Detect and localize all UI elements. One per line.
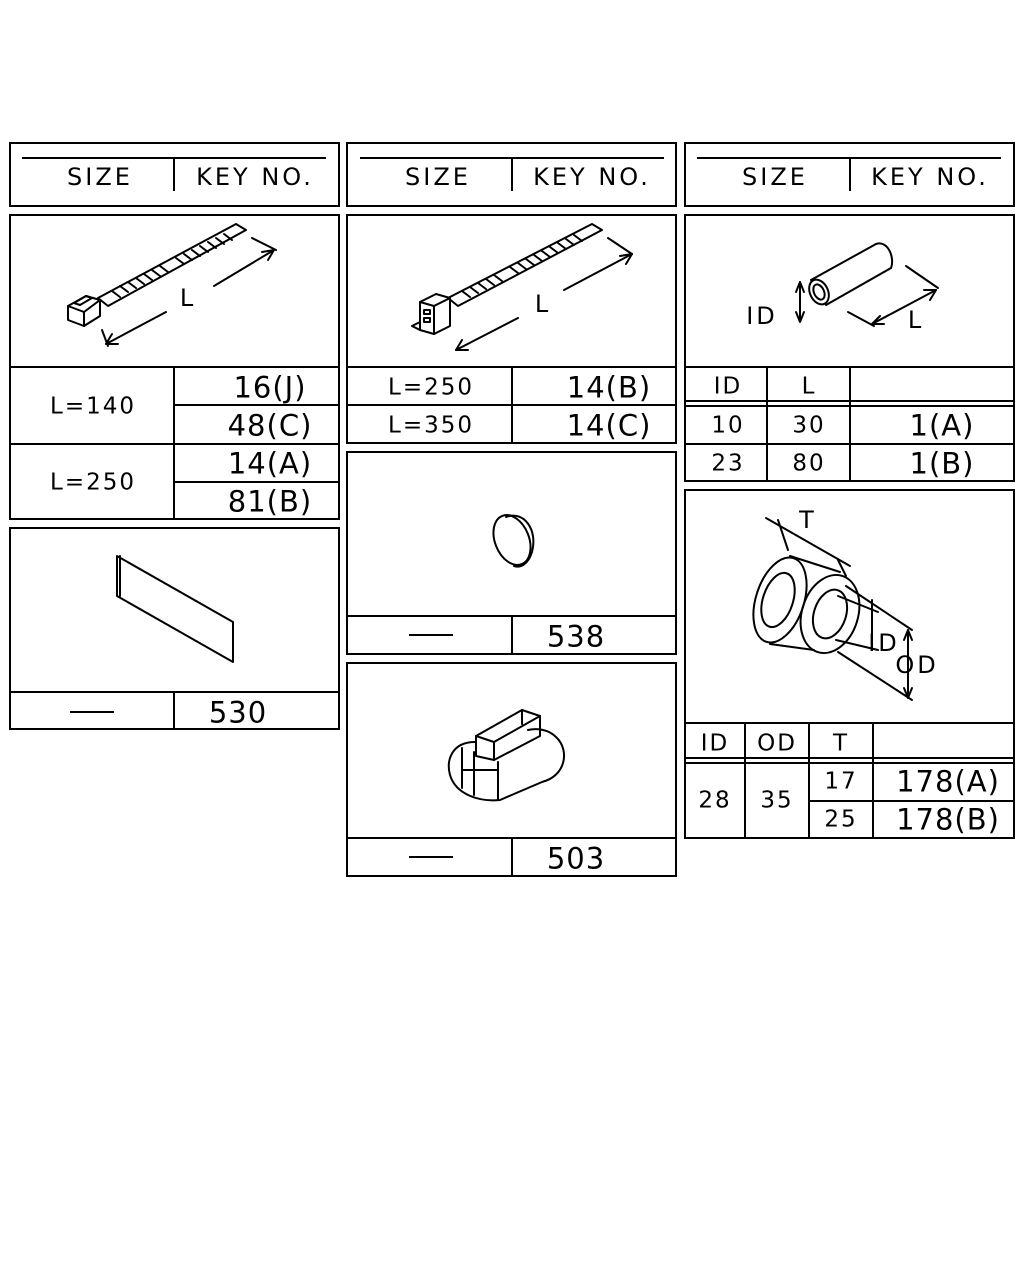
col3-grommet-t-17: 17 — [824, 768, 858, 795]
col3-key-178a: 178(A) — [896, 764, 1000, 799]
tube-id-label: ID — [746, 302, 778, 330]
col3-key-header: KEY NO. — [871, 163, 989, 191]
col2-size-l250: L=250 — [388, 374, 474, 401]
col3-tube-l-30: 30 — [792, 412, 826, 439]
col2-size-header: SIZE — [405, 163, 471, 191]
col2-key-538: 538 — [546, 619, 606, 654]
col3-grommet-id-28: 28 — [698, 787, 732, 814]
col3-size-header: SIZE — [742, 163, 808, 191]
col3-key-1a: 1(A) — [909, 408, 975, 443]
cable-tie-1-drawing — [68, 224, 276, 346]
col1-size-l140: L=140 — [50, 393, 136, 420]
col3-tube-l-80: 80 — [792, 450, 826, 477]
col3-key-1b: 1(B) — [909, 446, 975, 481]
col2-key-header: KEY NO. — [533, 163, 651, 191]
col2-size-l350: L=350 — [388, 412, 474, 439]
col3-key-178b: 178(B) — [896, 802, 1000, 837]
col1-key-530: 530 — [208, 695, 268, 730]
disc-drawing — [486, 510, 537, 571]
col1-key-48c: 48(C) — [227, 408, 313, 443]
tube-l-dim — [872, 290, 936, 324]
grommet-id-label: ID — [868, 629, 900, 657]
label-sheet-drawing — [117, 556, 233, 662]
col2-key-503: 503 — [546, 841, 606, 876]
col2-key-14b: 14(B) — [566, 370, 652, 405]
clamp-block-drawing — [449, 710, 564, 800]
col3-grommet-th-t: T — [832, 730, 850, 757]
cable-tie-2-l-label: L — [534, 290, 552, 318]
grommet-drawing — [744, 518, 912, 700]
cable-tie-2-teeth — [462, 235, 582, 297]
grommet-t-label: T — [799, 506, 817, 534]
col3-tube-th-id: ID — [713, 373, 743, 400]
tube-l-label: L — [907, 306, 925, 334]
cable-tie-2-drawing — [412, 224, 632, 350]
col1-key-header: KEY NO. — [196, 163, 314, 191]
col3-grommet-t-25: 25 — [824, 806, 858, 833]
col3-grommet-th-id: ID — [700, 730, 730, 757]
col1-size-header: SIZE — [67, 163, 133, 191]
col1-key-16j: 16(J) — [233, 370, 307, 405]
col3-grommet-th-od: OD — [757, 730, 797, 757]
col3-grommet-od-35: 35 — [760, 787, 794, 814]
cable-tie-1-teeth — [112, 234, 232, 297]
cable-tie-1-l-label: L — [179, 284, 197, 312]
col1-key-81b: 81(B) — [227, 484, 313, 519]
col2-key-14c: 14(C) — [566, 408, 652, 443]
col3-tube-id-23: 23 — [711, 450, 745, 477]
cable-tie-2-dim-line-b — [564, 254, 632, 290]
col1-size-l250: L=250 — [50, 469, 136, 496]
col3-tube-th-l: L — [801, 373, 817, 400]
grommet-od-label: OD — [895, 651, 939, 679]
cable-tie-1-dim-line-a — [106, 312, 166, 344]
cable-tie-1-dim-line-b — [214, 250, 274, 286]
cable-tie-2-dim-line-a — [456, 318, 518, 350]
col3-tube-id-10: 10 — [711, 412, 745, 439]
col1-key-14a: 14(A) — [227, 446, 313, 481]
